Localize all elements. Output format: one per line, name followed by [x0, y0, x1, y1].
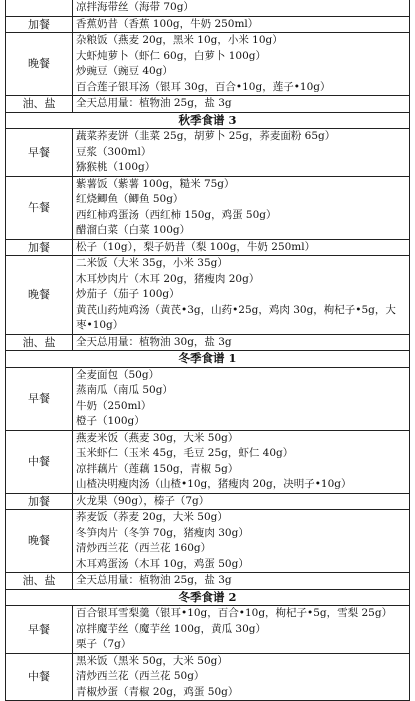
meal-row [6, 430, 410, 493]
meal-items [73, 367, 410, 430]
food-item: 荞麦饭（荞麦 20g，大米 50g） [76, 511, 228, 523]
meal-items [73, 653, 410, 701]
meal-items [73, 176, 410, 239]
food-item: 栗子（7g） [76, 638, 132, 650]
meal-items [73, 510, 410, 573]
food-item: 全天总用量：植物油 25g，盐 3g [76, 97, 232, 109]
food-item: 橙子（100g） [76, 415, 145, 427]
food-item: 西红柿鸡蛋汤（西红柿 150g，鸡蛋 50g） [76, 208, 277, 221]
meal-items [73, 33, 410, 96]
food-item: 冬笋肉片（冬笋 70g，猪瘦肉 30g） [76, 526, 249, 539]
section-title: 冬季食谱 2 [6, 589, 410, 606]
meal-row [6, 96, 410, 113]
meal-label: 油、盐 [6, 96, 73, 113]
meal-label: 晚餐 [6, 33, 73, 96]
meal-label: 早餐 [6, 129, 73, 177]
food-item: 松子（10g），梨子奶昔（梨 100g，牛奶 250ml） [76, 240, 316, 253]
food-item: 木耳鸡蛋汤（木耳 10g，鸡蛋 50g） [76, 557, 249, 570]
meal-row [6, 573, 410, 590]
food-item: 蔬菜荞麦饼（韭菜 25g，胡萝卜 25g，荞麦面粉 65g） [76, 130, 336, 142]
meal-row [6, 0, 410, 16]
meal-row [6, 653, 410, 701]
food-item: 蒸南瓜（南瓜 50g） [76, 384, 173, 396]
food-item: 紫薯饭（紫薯 100g，糙米 75g） [76, 177, 235, 190]
food-item: 黑米饭（黑米 50g，大米 50g） [76, 654, 228, 667]
food-item: 杂粮饭（燕麦 20g，黑米 10g，小米 10g） [76, 34, 283, 46]
food-item: 香蕉奶昔（香蕉 100g，牛奶 250ml） [76, 17, 259, 30]
meal-row [6, 239, 410, 256]
meal-row [6, 367, 410, 430]
food-item: 枣•10g） [76, 319, 124, 331]
meal-label: 晚餐 [6, 510, 73, 573]
section-heading-row [6, 112, 410, 129]
meal-items [73, 430, 410, 493]
meal-row [6, 33, 410, 96]
section-heading-row [6, 351, 410, 368]
food-item: 凉拌魔芋丝（魔芋丝 100g，黄瓜 30g） [76, 622, 267, 635]
food-item: 清炒西兰花（西兰花 160g） [76, 542, 212, 554]
food-item: 青椒炒蛋（青椒 20g，鸡蛋 50g） [76, 685, 239, 698]
food-item: 清炒西兰花（西兰花 50g） [76, 670, 205, 682]
meal-label: 晚餐 [6, 256, 73, 335]
meal-items [73, 256, 410, 335]
meal-row [6, 493, 410, 510]
meal-row [6, 176, 410, 239]
meal-row [6, 16, 410, 33]
meal-row [6, 334, 410, 351]
food-item: 豆浆（300ml） [76, 145, 152, 158]
meal-row [6, 129, 410, 177]
food-item: 百合银耳雪梨羹（银耳•10g，百合•10g，枸杞子•5g，雪梨 25g） [76, 607, 393, 619]
meal-items [73, 16, 410, 33]
section-heading-row [6, 589, 410, 606]
food-item: 大虾炖萝卜（虾仁 60g，白萝卜 100g） [76, 49, 267, 62]
meal-row [6, 256, 410, 335]
meal-items [73, 334, 410, 351]
food-item: 山楂决明瘦肉汤（山楂•10g，猪瘦肉 20g，决明子•10g） [76, 478, 352, 490]
food-item: 百合莲子银耳汤（银耳 30g，百合•10g，莲子•10g） [76, 80, 331, 93]
food-item: 炒茄子（茄子 100g） [76, 288, 180, 300]
food-item: 全天总用量：植物油 30g，盐 3g [76, 335, 232, 348]
food-item: 醋溜白菜（白菜 100g） [76, 224, 191, 236]
food-item: 二米饭（大米 35g，小米 35g） [76, 257, 228, 269]
food-item: 全天总用量：植物油 25g，盐 3g [76, 574, 232, 586]
meal-row [6, 510, 410, 573]
meal-label: 加餐 [6, 493, 73, 510]
meal-items [73, 573, 410, 590]
meal-label: 加餐 [6, 239, 73, 256]
meal-items [73, 239, 410, 256]
food-item: 全麦面包（50g） [76, 368, 160, 381]
meal-label: 中餐 [6, 430, 73, 493]
meal-label: 中餐 [6, 653, 73, 701]
meal-items [73, 0, 410, 16]
section-title: 秋季食谱 3 [6, 112, 410, 129]
meal-row [6, 606, 410, 654]
meal-label: 早餐 [6, 367, 73, 430]
meal-label: 油、盐 [6, 334, 73, 351]
meal-label: 加餐 [6, 16, 73, 33]
meal-items [73, 96, 410, 113]
food-item: 燕麦米饭（燕麦 30g，大米 50g） [76, 431, 239, 444]
food-item: 猕猴桃（100g） [76, 161, 156, 173]
meal-label [6, 0, 73, 16]
food-item: 凉拌海带丝（海带 70g） [76, 1, 194, 13]
food-item: 火龙果（90g），榛子（7g） [76, 494, 210, 507]
food-item: 牛奶（250ml） [76, 399, 152, 412]
meal-label: 早餐 [6, 606, 73, 654]
food-item: 炒豌豆（豌豆 40g） [76, 65, 173, 77]
food-item: 黄芪山药炖鸡汤（黄芪•3g，山药•25g，鸡肉 30g，枸杞子•5g，大 [76, 303, 396, 316]
food-item: 凉拌藕片（莲藕 150g，青椒 5g） [76, 462, 239, 475]
food-item: 红烧鲫鱼（鲫鱼 50g） [76, 193, 184, 205]
meal-items [73, 129, 410, 177]
food-item: 木耳炒肉片（木耳 20g，猪瘦肉 20g） [76, 272, 260, 285]
meal-label: 油、盐 [6, 573, 73, 590]
meal-items [73, 493, 410, 510]
diet-menu-table [5, 0, 410, 701]
section-title: 冬季食谱 1 [6, 351, 410, 368]
meal-items [73, 606, 410, 654]
food-item: 玉米虾仁（玉米 45g，毛豆 25g，虾仁 40g） [76, 447, 294, 459]
meal-label: 午餐 [6, 176, 73, 239]
